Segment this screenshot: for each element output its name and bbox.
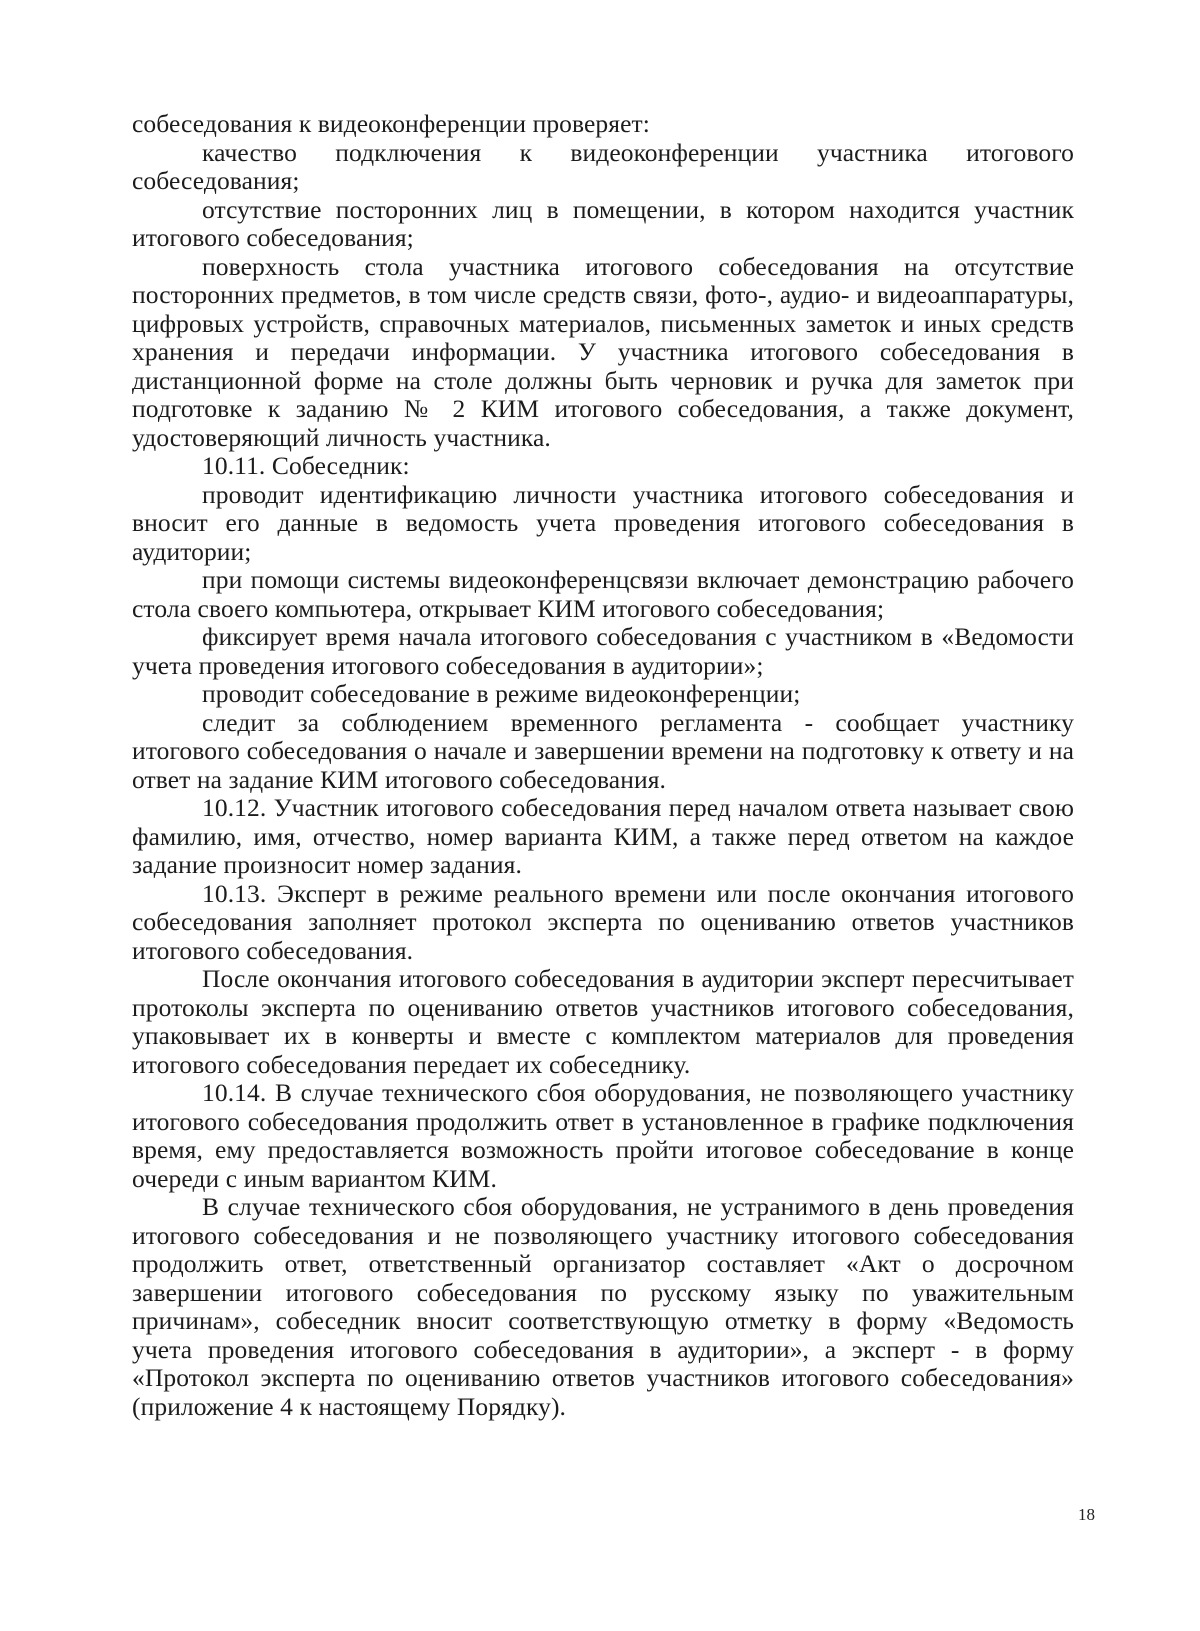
paragraph-no-outsiders: отсутствие посторонних лиц в помещении, в котором находится участник итогового собеседования; (132, 194, 1074, 252)
page-number: 18 (1078, 1505, 1095, 1524)
paragraph-desk-surface: поверхность стола участника итогового собеседования на отсутствие посторонних предметов, в том числе средств связи, фото-, аудио- и видеоаппаратуры, цифровых устройств, справочных материалов, письменных заметок и иных средств хранения и передачи информации. У участника итогового собеседования в дистанционной форме на столе должны быть черновик и ручка для заметок при подготовке к заданию № 2 КИМ итогового собеседования, а также документ, удостоверяющий личность участника. (132, 251, 1074, 452)
paragraph-after-interview: После окончания итогового собеседования в аудитории эксперт пересчитывает протоколы эксперта по оцениванию ответов участников итогового собеседования, упаковывает их в конверты и вместе с комплектом материалов для проведения итогового собеседования передает их собеседнику. (132, 964, 1074, 1079)
paragraph-technical-failure: В случае технического сбоя оборудования, не устранимого в день проведения итогового собеседования и не позволяющего участнику итогового собеседования продолжить ответ, ответственный организатор составляет «Акт о досрочном завершении итогового собеседования по русскому языку по уважительным причинам», собеседник вносит соответствующую отметку в форму «Ведомость учета проведения итогового собеседования в аудитории», а эксперт - в форму «Протокол эксперта по оцениванию ответов участников итогового собеседования» (приложение 4 к настоящему Порядку). (132, 1192, 1074, 1421)
section-10-13: 10.13. Эксперт в режиме реального времени или после окончания итогового собеседования заполняет протокол эксперта по оцениванию ответов участников итогового собеседования. (132, 878, 1074, 965)
section-10-14: 10.14. В случае технического сбоя оборудования, не позволяющего участнику итогового собеседования продолжить ответ в установленное в графике подключения время, ему предоставляется возможность пройти итоговое собеседование в конце очереди с иным вариантом КИМ. (132, 1078, 1074, 1193)
paragraph-connection-quality: качество подключения к видеоконференции участника итогового собеседования; (132, 137, 1074, 195)
section-heading-10-11: 10.11. Собеседник: (202, 451, 410, 480)
document-body (132, 110, 1074, 1421)
paragraph-identification: проводит идентификацию личности участника итогового собеседования и вносит его данные в ведомость учета проведения итогового собеседования в аудитории; (132, 479, 1074, 566)
section-10-12: 10.12. Участник итогового собеседования перед началом ответа называет свою фамилию, имя, отчество, номер варианта КИМ, а также перед ответом на каждое задание произносит номер задания. (132, 793, 1074, 879)
paragraph-time-regulation: следит за соблюдением временного регламента - сообщает участнику итогового собеседования о начале и завершении времени на подготовку к ответу и на ответ на задание КИМ итогового собеседования. (132, 707, 1074, 794)
paragraph-continuation: собеседования к видеоконференции проверяет: (132, 109, 650, 138)
paragraph-video-mode: проводит собеседование в режиме видеоконференции; (202, 679, 801, 708)
paragraph-start-time: фиксирует время начала итогового собеседования с участником в «Ведомости учета проведения итогового собеседования в аудитории»; (132, 622, 1074, 680)
paragraph-screen-sharing: при помощи системы видеоконференцсвязи включает демонстрацию рабочего стола своего компьютера, открывает КИМ итогового собеседования; (132, 565, 1074, 623)
